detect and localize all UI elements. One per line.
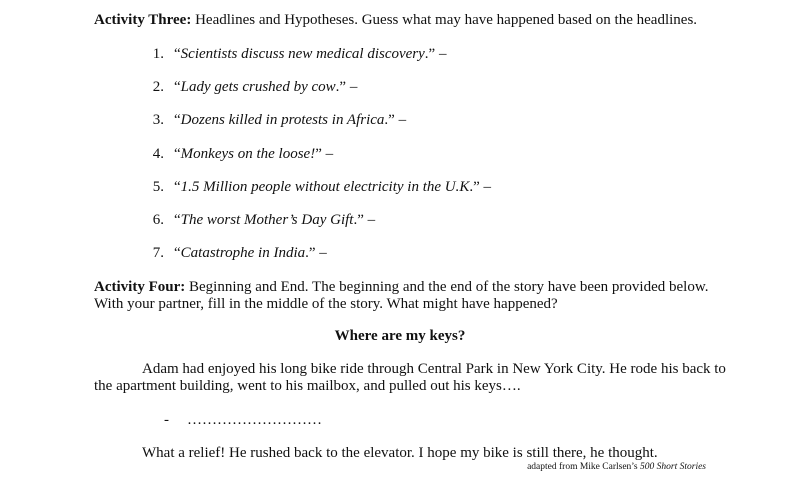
- story-beginning-line1: Adam had enjoyed his long bike ride through Central Park in New York City. He rode his back to: [142, 361, 726, 377]
- headline-item: 3. “Dozens killed in protests in Africa.” –: [142, 111, 406, 129]
- source-credit: adapted from Mike Carlsen’s 500 Short Stories: [527, 462, 706, 472]
- headline-text: Lady gets crushed by cow: [180, 79, 336, 95]
- headline-item: 6. “The worst Mother’s Day Gift.” –: [142, 211, 375, 229]
- headline-item: 5. “1.5 Million people without electricity in the U.K.” –: [142, 178, 491, 196]
- headline-item: 4. “Monkeys on the loose!” –: [142, 145, 333, 163]
- activity-three-heading: Activity Three:: [94, 12, 192, 28]
- story-middle-dash: -: [164, 412, 169, 428]
- activity-three-instruction: Activity Three: Headlines and Hypotheses. Guess what may have happened based on the headlines.: [94, 12, 698, 28]
- headline-number: 4.: [152, 146, 164, 162]
- headline-text: 1.5 Million people without electricity in the U.K: [180, 179, 470, 195]
- story-beginning-line2: the apartment building, went to his mailbox, and pulled out his keys….: [94, 378, 521, 394]
- headline-item: 2. “Lady gets crushed by cow.” –: [142, 78, 357, 96]
- headline-item: 7. “Catastrophe in India.” –: [142, 244, 327, 262]
- activity-four-instruction: Activity Four: Beginning and End. The beginning and the end of the story have been provided below.: [94, 279, 709, 295]
- story-middle-blank: ………………………: [187, 412, 322, 428]
- headline-number: 6.: [152, 212, 164, 228]
- headline-text: Catastrophe in India: [180, 245, 306, 261]
- headline-item: 1. “Scientists discuss new medical discovery.” –: [142, 45, 446, 63]
- headline-number: 1.: [152, 46, 164, 62]
- headline-number: 5.: [152, 179, 164, 195]
- headline-text: Monkeys on the loose!: [180, 146, 316, 162]
- story-title: Where are my keys?: [334, 328, 466, 344]
- headline-text: The worst Mother’s Day Gift: [180, 212, 354, 228]
- headline-number: 2.: [152, 79, 164, 95]
- headline-text: Scientists discuss new medical discovery: [180, 46, 425, 62]
- headline-number: 7.: [152, 245, 164, 261]
- story-ending: What a relief! He rushed back to the elevator. I hope my bike is still there, he thought.: [142, 445, 658, 461]
- headline-number: 3.: [152, 112, 164, 128]
- activity-four-heading: Activity Four:: [94, 279, 186, 295]
- activity-four-instruction-line2: With your partner, fill in the middle of the story. What might have happened?: [94, 296, 558, 312]
- headline-text: Dozens killed in protests in Africa: [180, 112, 385, 128]
